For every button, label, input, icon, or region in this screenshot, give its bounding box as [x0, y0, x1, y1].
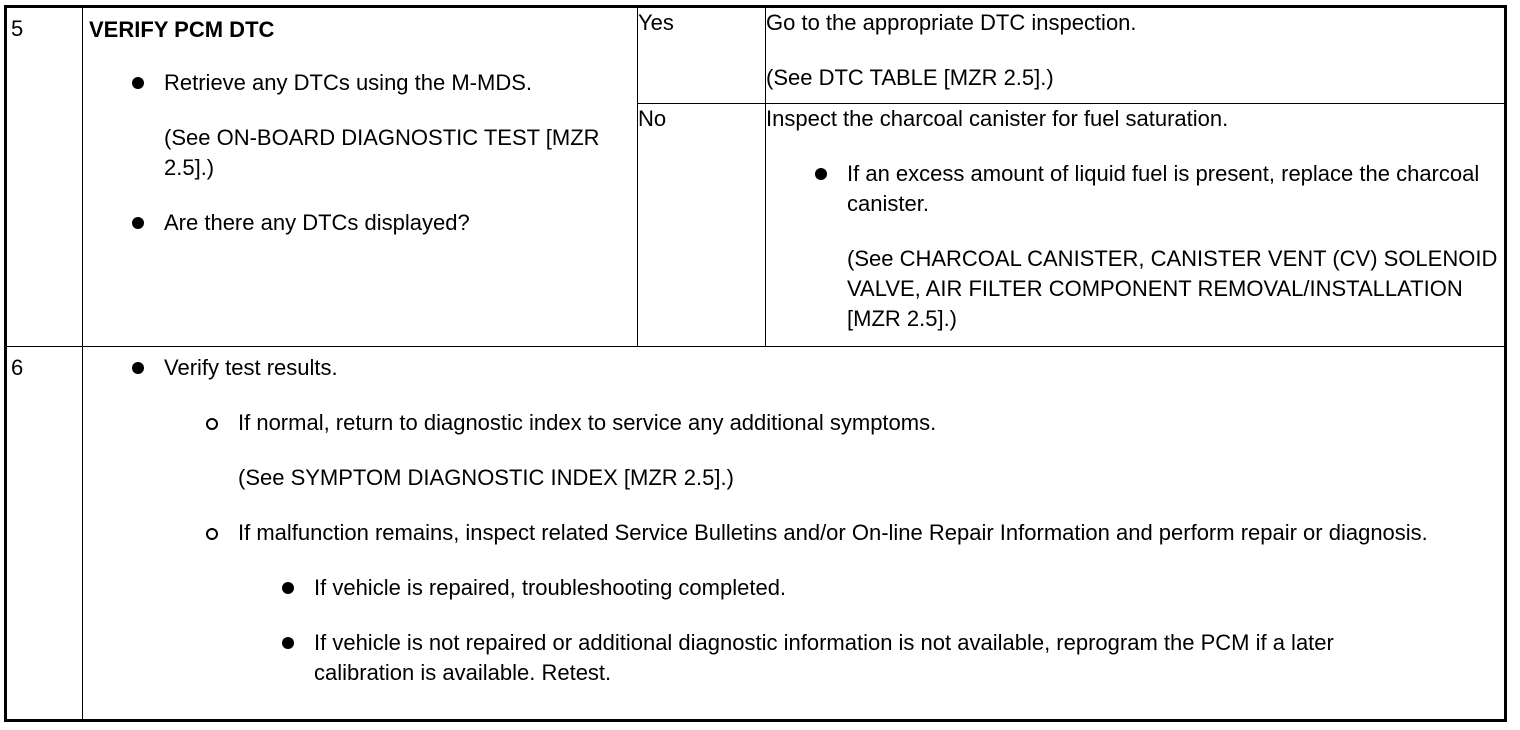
step-5-no-ref: (See CHARCOAL CANISTER, CANISTER VENT (CV) SOLENOID VALVE, AIR FILTER COMPONENT REMOVAL/INSTALLATION [MZR 2.5].) [847, 246, 1498, 331]
step-6-bullet-not-repaired-text: If vehicle is not repaired or additional diagnostic information is not available, reprogram the PCM if a later calibration is available. Retest. [314, 630, 1334, 685]
circle-bullet-icon [206, 528, 218, 540]
bullet-icon [132, 362, 144, 374]
bullet-icon [815, 168, 827, 180]
step-6-sub-normal-text: If normal, return to diagnostic index to service any additional symptoms. [238, 410, 937, 435]
step-6-sub-normal-ref: (See SYMPTOM DIAGNOSTIC INDEX [MZR 2.5].) [238, 465, 734, 490]
step-5-no-bullet [766, 159, 1504, 219]
step-5-no-bullet-text: If an excess amount of liquid fuel is present, replace the charcoal canister. [847, 161, 1480, 216]
step-5-number: 5 [6, 7, 83, 347]
step-5-no-result [766, 104, 1506, 347]
step-6-bullet-verify-text: Verify test results. [164, 355, 338, 380]
circle-bullet-icon [206, 418, 218, 430]
step-6-bullet-verify [83, 353, 1504, 383]
step-5-yes-label: Yes [638, 7, 766, 104]
step-5-no-label: No [638, 104, 766, 347]
step-6-sub-malfunction [83, 518, 1504, 548]
bullet-icon [132, 77, 144, 89]
step-5-yes-ref: (See DTC TABLE [MZR 2.5].) [766, 65, 1054, 90]
step-6-number: 6 [6, 347, 83, 721]
step-5-ref-onboard-test: (See ON-BOARD DIAGNOSTIC TEST [MZR 2.5].) [164, 125, 600, 180]
step-5-bullet-retrieve [83, 68, 637, 98]
step-6-sub-normal [83, 408, 1504, 438]
step-6-row [6, 347, 1506, 721]
step-5-bullet-question [83, 208, 637, 238]
step-5-title: VERIFY PCM DTC [89, 17, 275, 42]
step-5-no-action: Inspect the charcoal canister for fuel saturation. [766, 106, 1229, 131]
step-6-procedure [83, 347, 1506, 721]
step-6-sub-malfunction-text: If malfunction remains, inspect related Service Bulletins and/or On-line Repair Information and perform repair or diagnosis. [238, 520, 1428, 545]
step-6-bullet-repaired-text: If vehicle is repaired, troubleshooting completed. [314, 575, 787, 600]
bullet-icon [282, 582, 294, 594]
step-5-row-yes [6, 7, 1506, 104]
step-5-bullet-question-text: Are there any DTCs displayed? [164, 210, 470, 235]
bullet-icon [132, 217, 144, 229]
diagnostic-table [4, 5, 1507, 722]
step-5-procedure [83, 7, 638, 347]
step-5-yes-action: Go to the appropriate DTC inspection. [766, 10, 1137, 35]
step-6-bullet-not-repaired [83, 628, 1504, 688]
bullet-icon [282, 637, 294, 649]
step-6-bullet-repaired [83, 573, 1504, 603]
step-5-bullet-retrieve-text: Retrieve any DTCs using the M-MDS. [164, 70, 532, 95]
step-5-yes-result [766, 7, 1506, 104]
